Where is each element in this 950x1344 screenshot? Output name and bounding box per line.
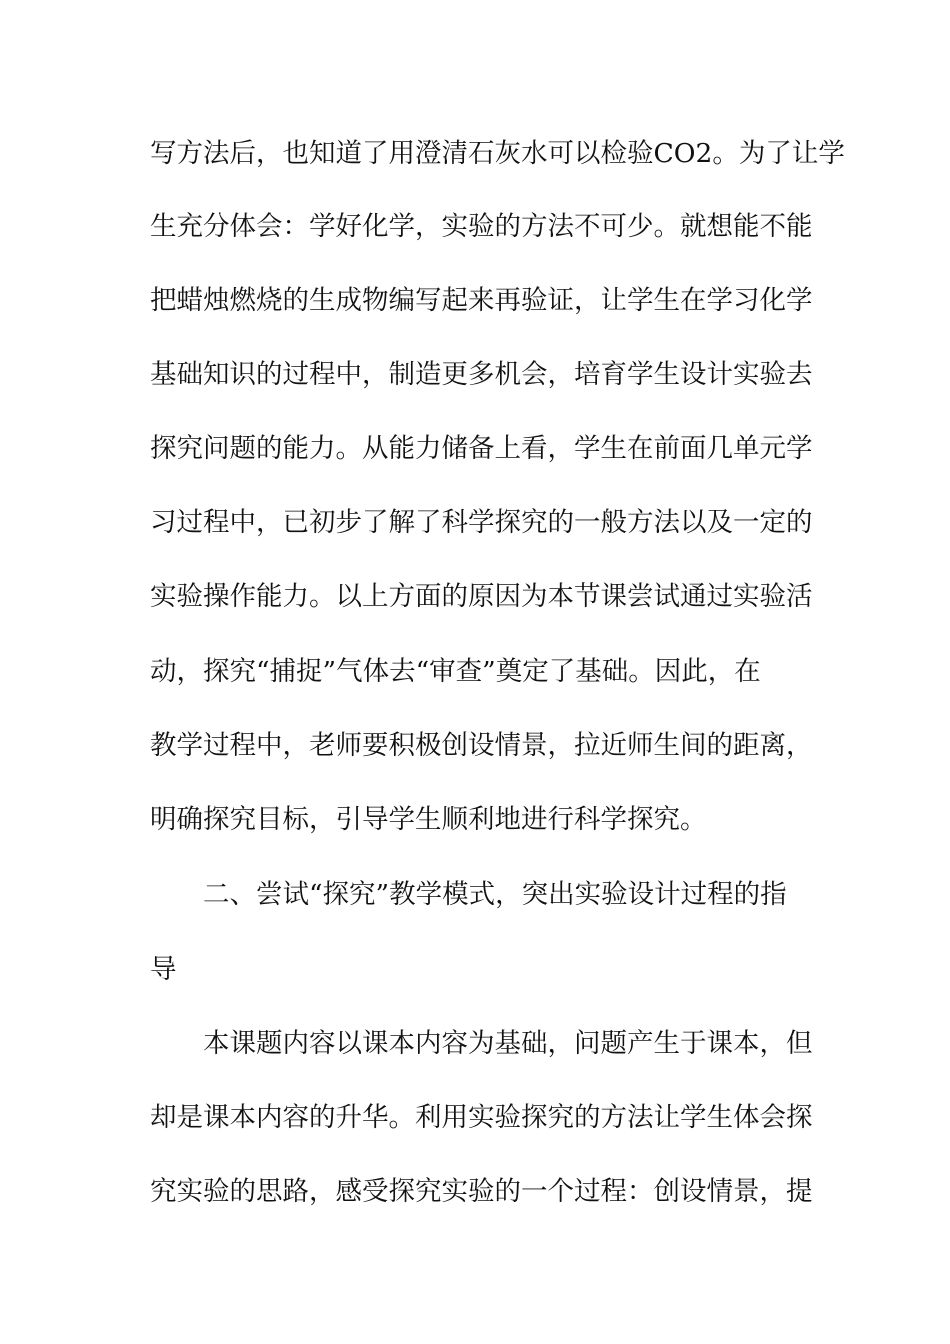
paragraph-line: 本课题内容以课本内容为基础，问题产生于课本，但 (203, 1028, 813, 1059)
paragraph-line: 把蜡烛燃烧的生成物编写起来再验证，让学生在学习化学 (150, 285, 813, 316)
paragraph-line: 却是课本内容的升华。利用实验探究的方法让学生体会探 (150, 1102, 813, 1133)
paragraph-line: 究实验的思路，感受探究实验的一个过程：创设情景，提 (150, 1176, 813, 1207)
paragraph-line: 习过程中，已初步了解了科学探究的一般方法以及一定的 (150, 507, 813, 538)
paragraph-line: 写方法后，也知道了用澄清石灰水可以检验CO2。为了让学 (150, 138, 845, 169)
paragraph-line: 明确探究目标，引导学生顺利地进行科学探究。 (150, 804, 707, 835)
paragraph-line: 生充分体会：学好化学，实验的方法不可少。就想能不能 (150, 211, 813, 242)
paragraph-line: 实验操作能力。以上方面的原因为本节课尝试通过实验活 (150, 581, 813, 612)
paragraph-line: 探究问题的能力。从能力储备上看，学生在前面几单元学 (150, 433, 813, 464)
section-heading-line: 二、尝试“探究”教学模式，突出实验设计过程的指 (203, 879, 787, 910)
section-heading-line: 导 (150, 954, 177, 985)
paragraph-line: 基础知识的过程中，制造更多机会，培育学生设计实验去 (150, 359, 813, 390)
paragraph-line: 动，探究“捕捉”气体去“审查”奠定了基础。因此，在 (150, 656, 761, 687)
paragraph-line: 教学过程中，老师要积极创设情景，拉近师生间的距离， (150, 730, 813, 761)
